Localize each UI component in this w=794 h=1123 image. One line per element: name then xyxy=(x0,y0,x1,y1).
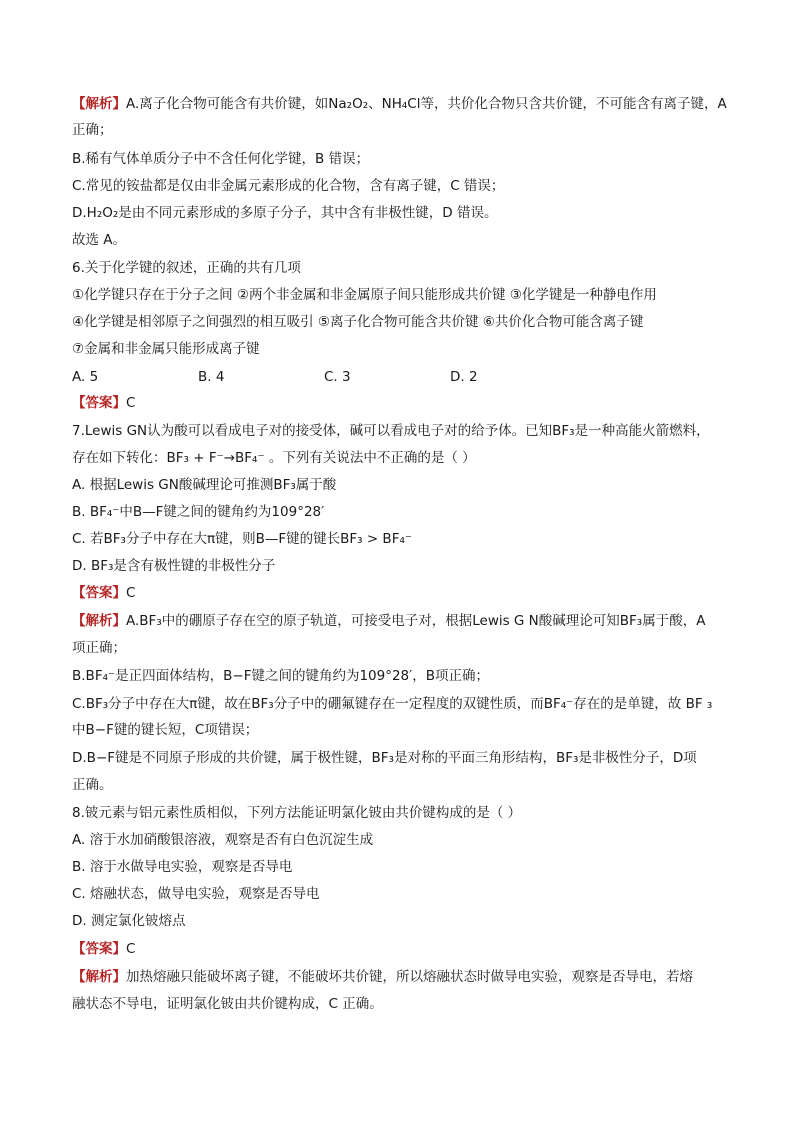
q6-statements-row3: ⑦金属和非金属只能形成离子键 xyxy=(72,341,260,357)
q7-analysis-c-line2: 中B−F键的键长短，C项错误； xyxy=(72,722,259,738)
q7-stem-line2: 存在如下转化：BF₃ + F⁻→BF₄⁻ 。下列有关说法中不正确的是（ ） xyxy=(72,450,476,466)
analysis-tag: 【解析】 xyxy=(72,96,126,112)
q7-option-b: B. BF₄⁻中B—F键之间的键角约为109°28′ xyxy=(72,504,325,520)
q6-option-c: C. 3 xyxy=(324,369,351,385)
q6-answer: 【答案】C xyxy=(72,395,136,411)
q7-option-a: A. 根据Lewis GN酸碱理论可推测BF₃属于酸 xyxy=(72,477,337,493)
q7-option-c: C. 若BF₃分子中存在大π键，则B—F键的键长BF₃ > BF₄⁻ xyxy=(72,531,412,547)
q7-analysis-c-line1: C.BF₃分子中存在大π键，故在BF₃分子中的硼氟键存在一定程度的双键性质，而BF₄⁻存在的是单键，故 BF ₃ xyxy=(72,696,713,712)
q6-statements-row2: ④化学键是相邻原子之间强烈的相互吸引 ⑤离子化合物可能含共价键 ⑥共价化合物可能含离子键 xyxy=(72,314,644,330)
q6-stem: 6.关于化学键的叙述，正确的共有几项 xyxy=(72,260,301,276)
q5-conclusion: 故选 A。 xyxy=(72,232,127,248)
q5-analysis-a-line2: 正确； xyxy=(72,122,113,138)
q8-option-c: C. 熔融状态，做导电实验，观察是否导电 xyxy=(72,886,320,902)
q8-stem: 8.铍元素与铝元素性质相似，下列方法能证明氯化铍由共价键构成的是（ ） xyxy=(72,805,522,821)
q7-analysis-b: B.BF₄⁻是正四面体结构，B−F键之间的键角约为109°28′，B项正确； xyxy=(72,668,489,684)
q7-stem-line1: 7.Lewis GN认为酸可以看成电子对的接受体，碱可以看成电子对的给予体。已知BF₃是一种高能火箭燃料， xyxy=(72,423,710,439)
q5-analysis-c: C.常见的铵盐都是仅由非金属元素形成的化合物，含有离子键，C 错误； xyxy=(72,178,505,194)
q7-analysis-d-line2: 正确。 xyxy=(72,777,113,793)
q8-analysis-line2: 融状态不导电，证明氯化铍由共价键构成，C 正确。 xyxy=(72,996,383,1012)
q8-option-b: B. 溶于水做导电实验，观察是否导电 xyxy=(72,859,293,875)
q5-analysis-b: B.稀有气体单质分子中不含任何化学键，B 错误； xyxy=(72,151,370,167)
q7-answer: 【答案】C xyxy=(72,585,136,601)
analysis-tag: 【解析】 xyxy=(72,969,126,985)
q6-option-a: A. 5 xyxy=(72,369,99,385)
q6-option-d: D. 2 xyxy=(450,369,478,385)
q5-analysis-a-line1: 【解析】A.离子化合物可能含有共价键，如Na₂O₂、NH₄Cl等，共价化合物只含共价键，不可能含有离子键，A xyxy=(72,96,727,112)
q8-option-d: D. 测定氯化铍熔点 xyxy=(72,913,186,929)
q7-analysis-d-line1: D.B−F键是不同原子形成的共价键，属于极性键，BF₃是对称的平面三角形结构，BF₃是非极性分子，D项 xyxy=(72,750,697,766)
q8-answer: 【答案】C xyxy=(72,941,136,957)
answer-tag: 【答案】 xyxy=(72,941,126,957)
q8-analysis-line1: 【解析】加热熔融只能破坏离子键，不能破坏共价键，所以熔融状态时做导电实验，观察是否导电，若熔 xyxy=(72,969,693,985)
q7-analysis-a-line2: 项正确； xyxy=(72,640,126,656)
q5-analysis-d: D.H₂O₂是由不同元素形成的多原子分子，其中含有非极性键，D 错误。 xyxy=(72,205,498,221)
q8-option-a: A. 溶于水加硝酸银溶液，观察是否有白色沉淀生成 xyxy=(72,832,374,848)
q7-option-d: D. BF₃是含有极性键的非极性分子 xyxy=(72,558,276,574)
q6-statements-row1: ①化学键只存在于分子之间 ②两个非金属和非金属原子间只能形成共价键 ③化学键是一种静电作用 xyxy=(72,287,657,303)
answer-tag: 【答案】 xyxy=(72,585,126,601)
q6-option-b: B. 4 xyxy=(198,369,225,385)
analysis-tag: 【解析】 xyxy=(72,613,126,629)
answer-tag: 【答案】 xyxy=(72,395,126,411)
q7-analysis-a-line1: 【解析】A.BF₃中的硼原子存在空的原子轨道，可接受电子对，根据Lewis G N酸碱理论可知BF₃属于酸，A xyxy=(72,613,706,629)
q6-options xyxy=(72,367,732,387)
